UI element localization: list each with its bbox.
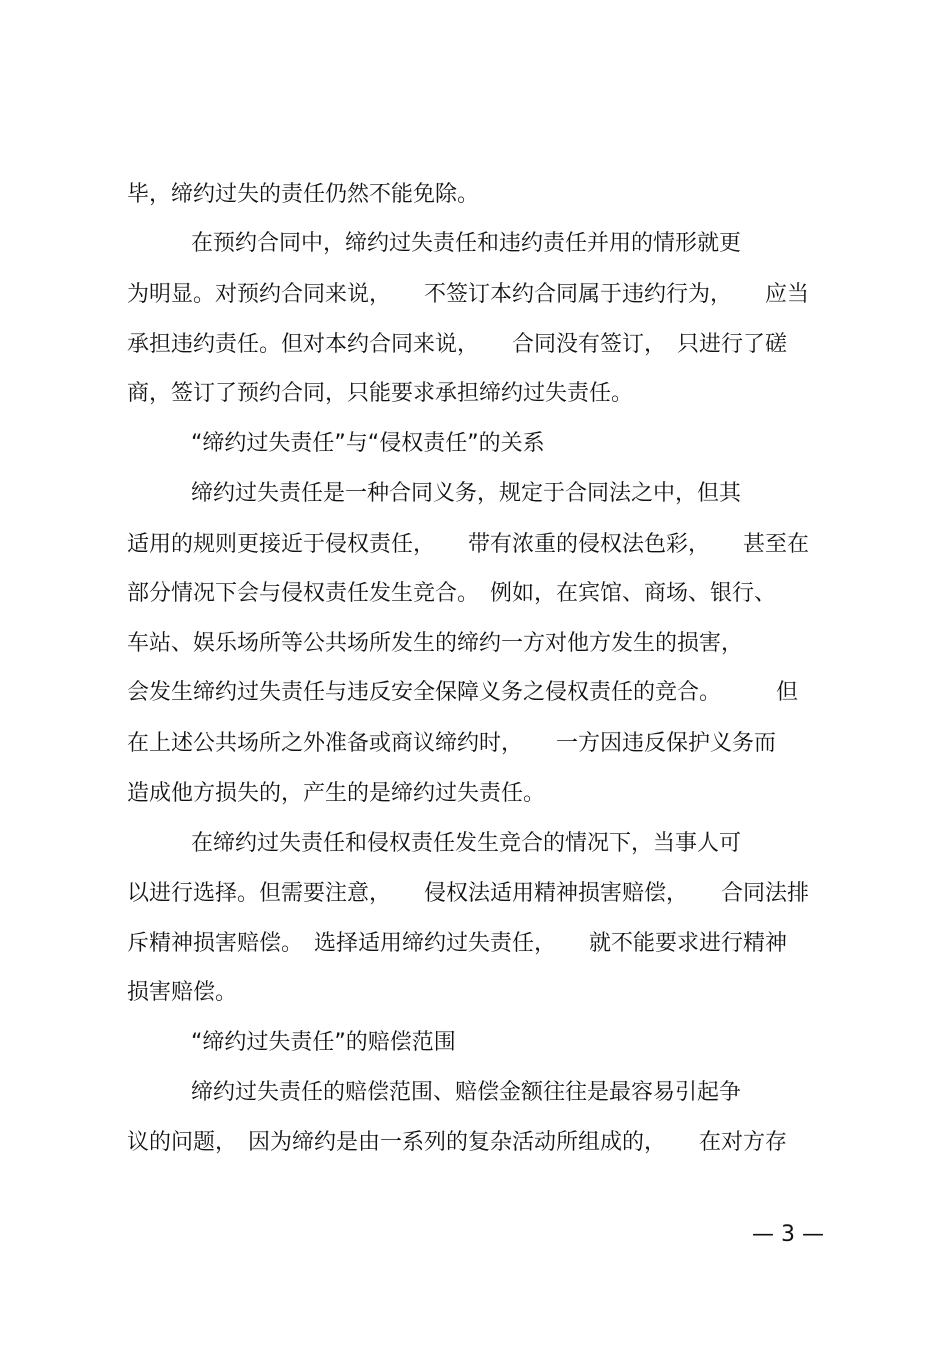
text-line: 损害赔偿。 (127, 980, 238, 1005)
text-line: 缔约过失责任是一种合同义务，规定于合同法之中，但其 (191, 481, 742, 506)
text-line: 议的问题， 因为缔约是由一系列的复杂活动所组成的， 在对方存 (127, 1130, 788, 1155)
text-line: 缔约过失责任的赔偿范围、赔偿金额往往是最容易引起争 (191, 1080, 742, 1105)
text-line: 承担违约责任。但对本约合同来说， 合同没有签订， 只进行了磋 (127, 332, 788, 357)
text-line: 在上述公共场所之外准备或商议缔约时， 一方因违反保护义务而 (127, 731, 777, 756)
text-line: 为明显。对预约合同来说， 不签订本约合同属于违约行为， 应当 (127, 282, 810, 307)
text-line: 毕，缔约过失的责任仍然不能免除。 (127, 182, 480, 207)
text-line: 在预约合同中，缔约过失责任和违约责任并用的情形就更 (191, 231, 742, 256)
text-line: 会发生缔约过失责任与违反安全保障义务之侵权责任的竞合。 但 (127, 680, 799, 705)
text-line: 商，签订了预约合同，只能要求承担缔约过失责任。 (127, 381, 634, 406)
text-line: 部分情况下会与侵权责任发生竞合。 例如，在宾馆、商场、银行、 (127, 581, 777, 606)
text-line: 造成他方损失的，产生的是缔约过失责任。 (127, 781, 546, 806)
text-line: 车站、娱乐场所等公共场所发生的缔约一方对他方发生的损害， (127, 631, 744, 656)
page-number: — 3 — (752, 1222, 824, 1247)
section-heading: “缔约过失责任”的赔偿范围 (191, 1030, 456, 1055)
text-line: 在缔约过失责任和侵权责任发生竞合的情况下，当事人可 (191, 831, 742, 856)
text-line: 斥精神损害赔偿。 选择适用缔约过失责任， 就不能要求进行精神 (127, 931, 788, 956)
section-heading: “缔约过失责任”与“侵权责任”的关系 (191, 431, 545, 456)
text-line: 适用的规则更接近于侵权责任， 带有浓重的侵权法色彩， 甚至在 (127, 532, 810, 557)
text-line: 以进行选择。但需要注意， 侵权法适用精神损害赔偿， 合同法排 (127, 881, 810, 906)
